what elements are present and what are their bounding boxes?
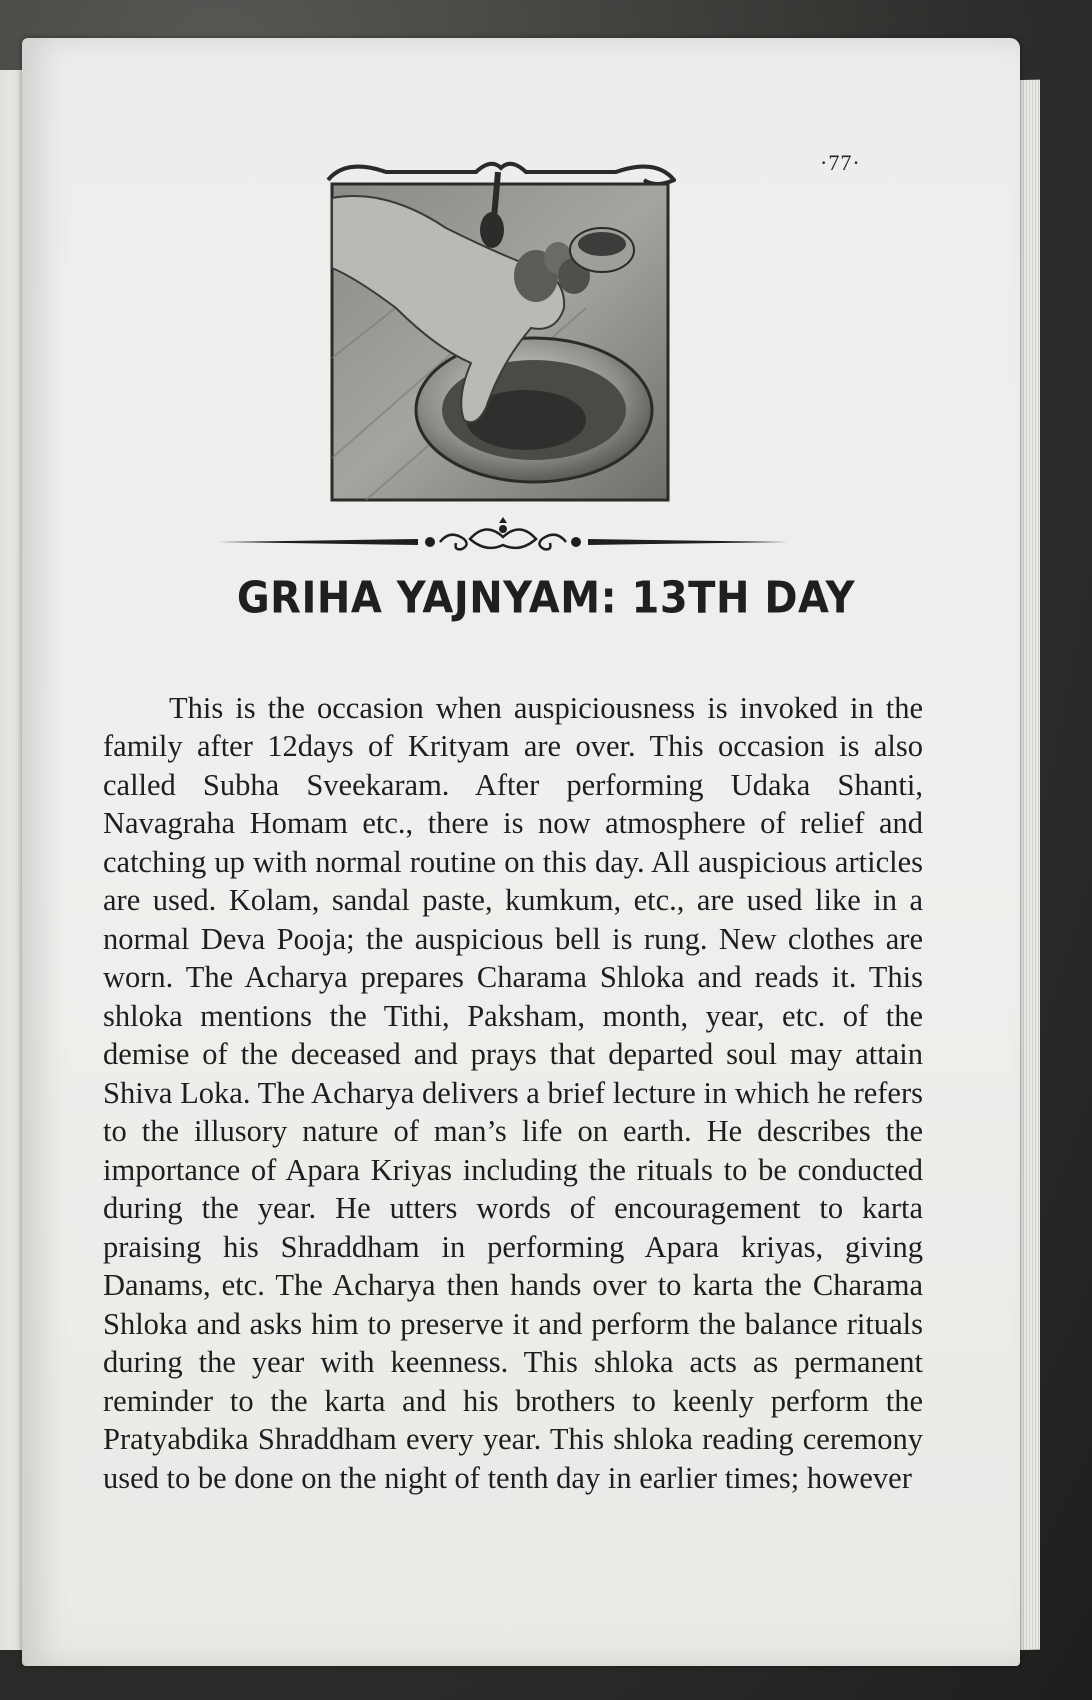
body-paragraph: This is the occasion when auspiciousness is invoked in the family after 12days of Krityam are over. This occasion is also called Subha Sveekaram. After performing Udaka Shanti, Navagraha Homam etc., there is now atmosphere of relief and catching up with normal routine on this day. All auspicious articles are used. Kolam, sandal paste, kumkum, etc., are used like in a normal Deva Pooja; the auspicious bell is rung. New clothes are worn. The Acharya prepares Charama Shloka and reads it. This shloka mentions the Tithi, Paksham, month, year, etc. of the demise of the deceased and prays that departed soul may attain Shiva Loka. The Acharya delivers a brief lecture in which he refers to the illusory nature of man’s life on earth. He describes the importance of Apara Kriyas including the rituals to be conducted during the year. He utters words of encouragement to karta praising his Shraddham in performing Apara kriyas, giving Danams, etc. The Acharya then hands over to karta the Charama Shloka and asks him to preserve it and perform the balance rituals during the year with keenness. This shloka acts as permanent reminder to the karta and his brothers to keenly perform the Pratyabdika Shraddham every year. This shloka reading ceremony used to be done on the night of tenth day in earlier times; however — [103, 690, 923, 1495]
page-number: ·77· — [820, 150, 861, 175]
ritual-illustration — [326, 158, 676, 506]
illustration-icon — [326, 158, 676, 506]
ornamental-divider — [218, 515, 788, 565]
divider-ornament-icon — [218, 515, 788, 565]
chapter-heading: GRIHA YAJNYAM: 13TH DAY — [236, 572, 856, 624]
